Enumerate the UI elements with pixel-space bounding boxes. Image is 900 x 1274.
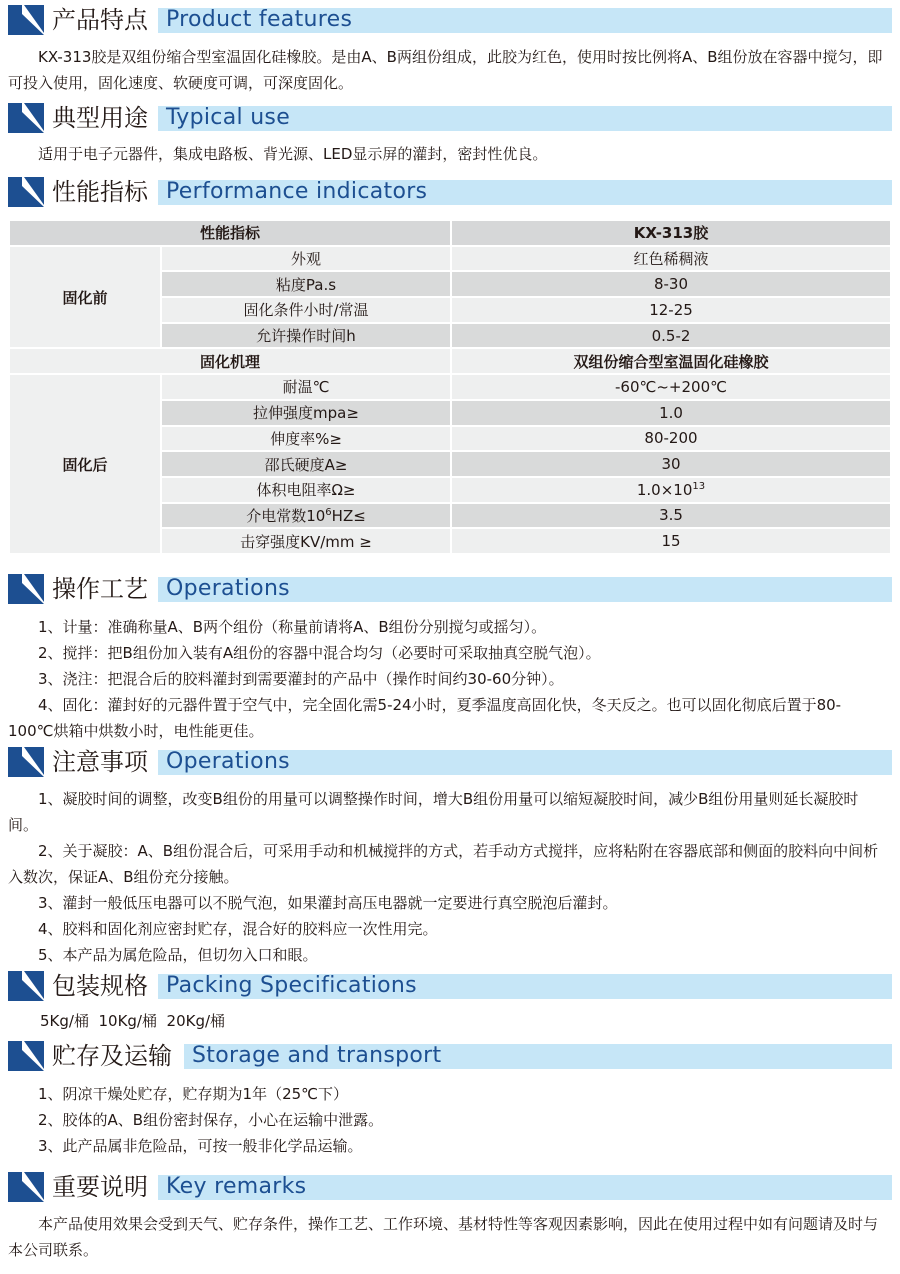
section-title-en: Performance indicators — [166, 179, 428, 204]
group-label-after: 固化后 — [10, 375, 162, 555]
table-head-value: KX-313胶 — [452, 221, 890, 247]
row-value: 15 — [452, 529, 890, 555]
list-item: 5、本产品为属危险品，但切勿入口和眼。 — [38, 946, 318, 964]
row-value: 1.0 — [452, 401, 890, 427]
list-item: 3、浇注：把混合后的胶料灌封到需要灌封的产品中（操作时间约30-60分钟）。 — [38, 670, 564, 688]
row-label: 外观 — [162, 247, 452, 273]
section-title-cn: 操作工艺 — [52, 575, 148, 603]
section-header-operations — [8, 574, 892, 604]
diagonal-stripe-icon — [8, 574, 44, 604]
mech-value: 双组份缩合型室温固化硅橡胶 — [452, 349, 890, 375]
remarks-text: 本产品使用效果会受到天气、贮存条件，操作工艺、工作环境、基材特性等客观因素影响，因此在使用过程中如有问题请及时与本公司联系。 — [8, 1215, 879, 1259]
table-header-row — [10, 221, 890, 247]
row-label: 伸度率%≥ — [162, 427, 452, 453]
section-header-features — [8, 5, 892, 35]
diagonal-stripe-icon — [8, 1041, 44, 1071]
row-value: 30 — [452, 452, 890, 478]
performance-table — [10, 221, 890, 555]
row-value: 0.5-2 — [452, 324, 890, 350]
section-title-en: Typical use — [166, 105, 291, 130]
section-title-bar — [158, 750, 892, 775]
section-title-en: Operations — [166, 749, 290, 774]
list-item: 4、固化：灌封好的元器件置于空气中，完全固化需5-24小时，夏季温度高固化快，冬天反之。也可以固化彻底后置于80-100℃烘箱中烘数小时，电性能更佳。 — [8, 696, 842, 740]
row-label: 介电常数$10^6HZ\le$ — [162, 504, 452, 530]
operations-list — [8, 614, 886, 744]
section-title-cn: 性能指标 — [52, 178, 148, 206]
section-title-bar — [158, 8, 892, 33]
diagonal-stripe-icon — [8, 971, 44, 1001]
diagonal-stripe-icon — [8, 747, 44, 777]
list-item: 3、此产品属非危险品，可按一般非化学品运输。 — [38, 1137, 363, 1155]
row-value: 8-30 — [452, 272, 890, 298]
diagonal-stripe-icon — [8, 1172, 44, 1202]
section-title-en: Storage and transport — [192, 1043, 442, 1068]
storage-list — [8, 1081, 886, 1159]
section-title-bar — [158, 974, 892, 999]
notes-list — [8, 786, 886, 968]
section-header-packing — [8, 971, 892, 1001]
section-header-storage — [8, 1041, 892, 1071]
row-label: 击穿强度KV/mm ≥ — [162, 529, 452, 555]
row-label: 体积电阻率Ω≥ — [162, 478, 452, 504]
group-label-before: 固化前 — [10, 247, 162, 350]
mech-label: 固化机理 — [10, 349, 452, 375]
list-item: 1、凝胶时间的调整，改变B组份的用量可以调整操作时间，增大B组份用量可以缩短凝胶时间，减少B组份用量则延长凝胶时间。 — [8, 790, 859, 834]
section-header-use — [8, 103, 892, 133]
list-item: 4、胶料和固化剂应密封贮存，混合好的胶料应一次性用完。 — [38, 920, 438, 938]
row-label: 粘度Pa.s — [162, 272, 452, 298]
row-label: 邵氏硬度A≥ — [162, 452, 452, 478]
section-header-remarks — [8, 1172, 892, 1202]
table-row — [10, 375, 890, 401]
diagonal-stripe-icon — [8, 5, 44, 35]
section-title-en: Product features — [166, 7, 353, 32]
diagonal-stripe-icon — [8, 177, 44, 207]
row-value: -60℃~+200℃ — [452, 375, 890, 401]
section-title-bar — [158, 180, 892, 205]
list-item: 2、胶体的A、B组份密封保存，小心在运输中泄露。 — [38, 1111, 384, 1129]
section-title-bar — [158, 1175, 892, 1200]
section-title-cn: 贮存及运输 — [52, 1042, 172, 1070]
section-title-en: Operations — [166, 576, 290, 601]
list-item: 3、灌封一般低压电器可以不脱气泡，如果灌封高压电器就一定要进行真空脱泡后灌封。 — [38, 894, 618, 912]
section-title-bar — [158, 106, 892, 131]
table-mech-row — [10, 349, 890, 375]
list-item: 1、阴凉干燥处贮存，贮存期为1年（25℃下） — [38, 1085, 349, 1103]
section-title-bar — [158, 577, 892, 602]
row-value: 3.5 — [452, 504, 890, 530]
list-item: 2、搅拌：把B组份加入装有A组份的容器中混合均匀（必要时可采取抽真空脱气泡）。 — [38, 644, 601, 662]
section-header-notes — [8, 747, 892, 777]
section-header-performance — [8, 177, 892, 207]
row-value: $1.0\times 10^{13}$ — [452, 478, 890, 504]
section-title-cn: 产品特点 — [52, 6, 148, 34]
table-head-label: 性能指标 — [10, 221, 452, 247]
list-item: 1、计量：准确称量A、B两个组份（称量前请将A、B组份分别搅匀或摇匀）。 — [38, 618, 547, 636]
table-row — [10, 247, 890, 273]
row-label: 耐温℃ — [162, 375, 452, 401]
section-title-en: Key remarks — [166, 1174, 307, 1199]
use-text: 适用于电子元器件，集成电路板、背光源、LED显示屏的灌封，密封性优良。 — [38, 145, 548, 163]
row-label: 允许操作时间h — [162, 324, 452, 350]
section-title-cn: 典型用途 — [52, 104, 148, 132]
row-label: 拉伸强度mpa≥ — [162, 401, 452, 427]
row-value: 红色稀稠液 — [452, 247, 890, 273]
list-item: 2、关于凝胶：A、B组份混合后，可采用手动和机械搅拌的方式，若手动方式搅拌，应将粘附在容器底部和侧面的胶料向中间析入数次，保证A、B组份充分接触。 — [8, 842, 879, 886]
diagonal-stripe-icon — [8, 103, 44, 133]
packing-text: 5Kg/桶 10Kg/桶 20Kg/桶 — [40, 1012, 226, 1030]
section-title-cn: 注意事项 — [52, 748, 148, 776]
features-text: KX-313胶是双组份缩合型室温固化硅橡胶。是由A、B两组份组成，此胶为红色，使用时按比例将A、B组份放在容器中搅匀，即可投入使用，固化速度、软硬度可调，可深度固化。 — [8, 48, 883, 92]
section-title-cn: 包装规格 — [52, 972, 148, 1000]
row-value: 80-200 — [452, 427, 890, 453]
section-title-cn: 重要说明 — [52, 1173, 148, 1201]
row-value: 12-25 — [452, 298, 890, 324]
section-title-en: Packing Specifications — [166, 973, 417, 998]
section-title-bar — [184, 1044, 892, 1069]
row-label: 固化条件小时/常温 — [162, 298, 452, 324]
